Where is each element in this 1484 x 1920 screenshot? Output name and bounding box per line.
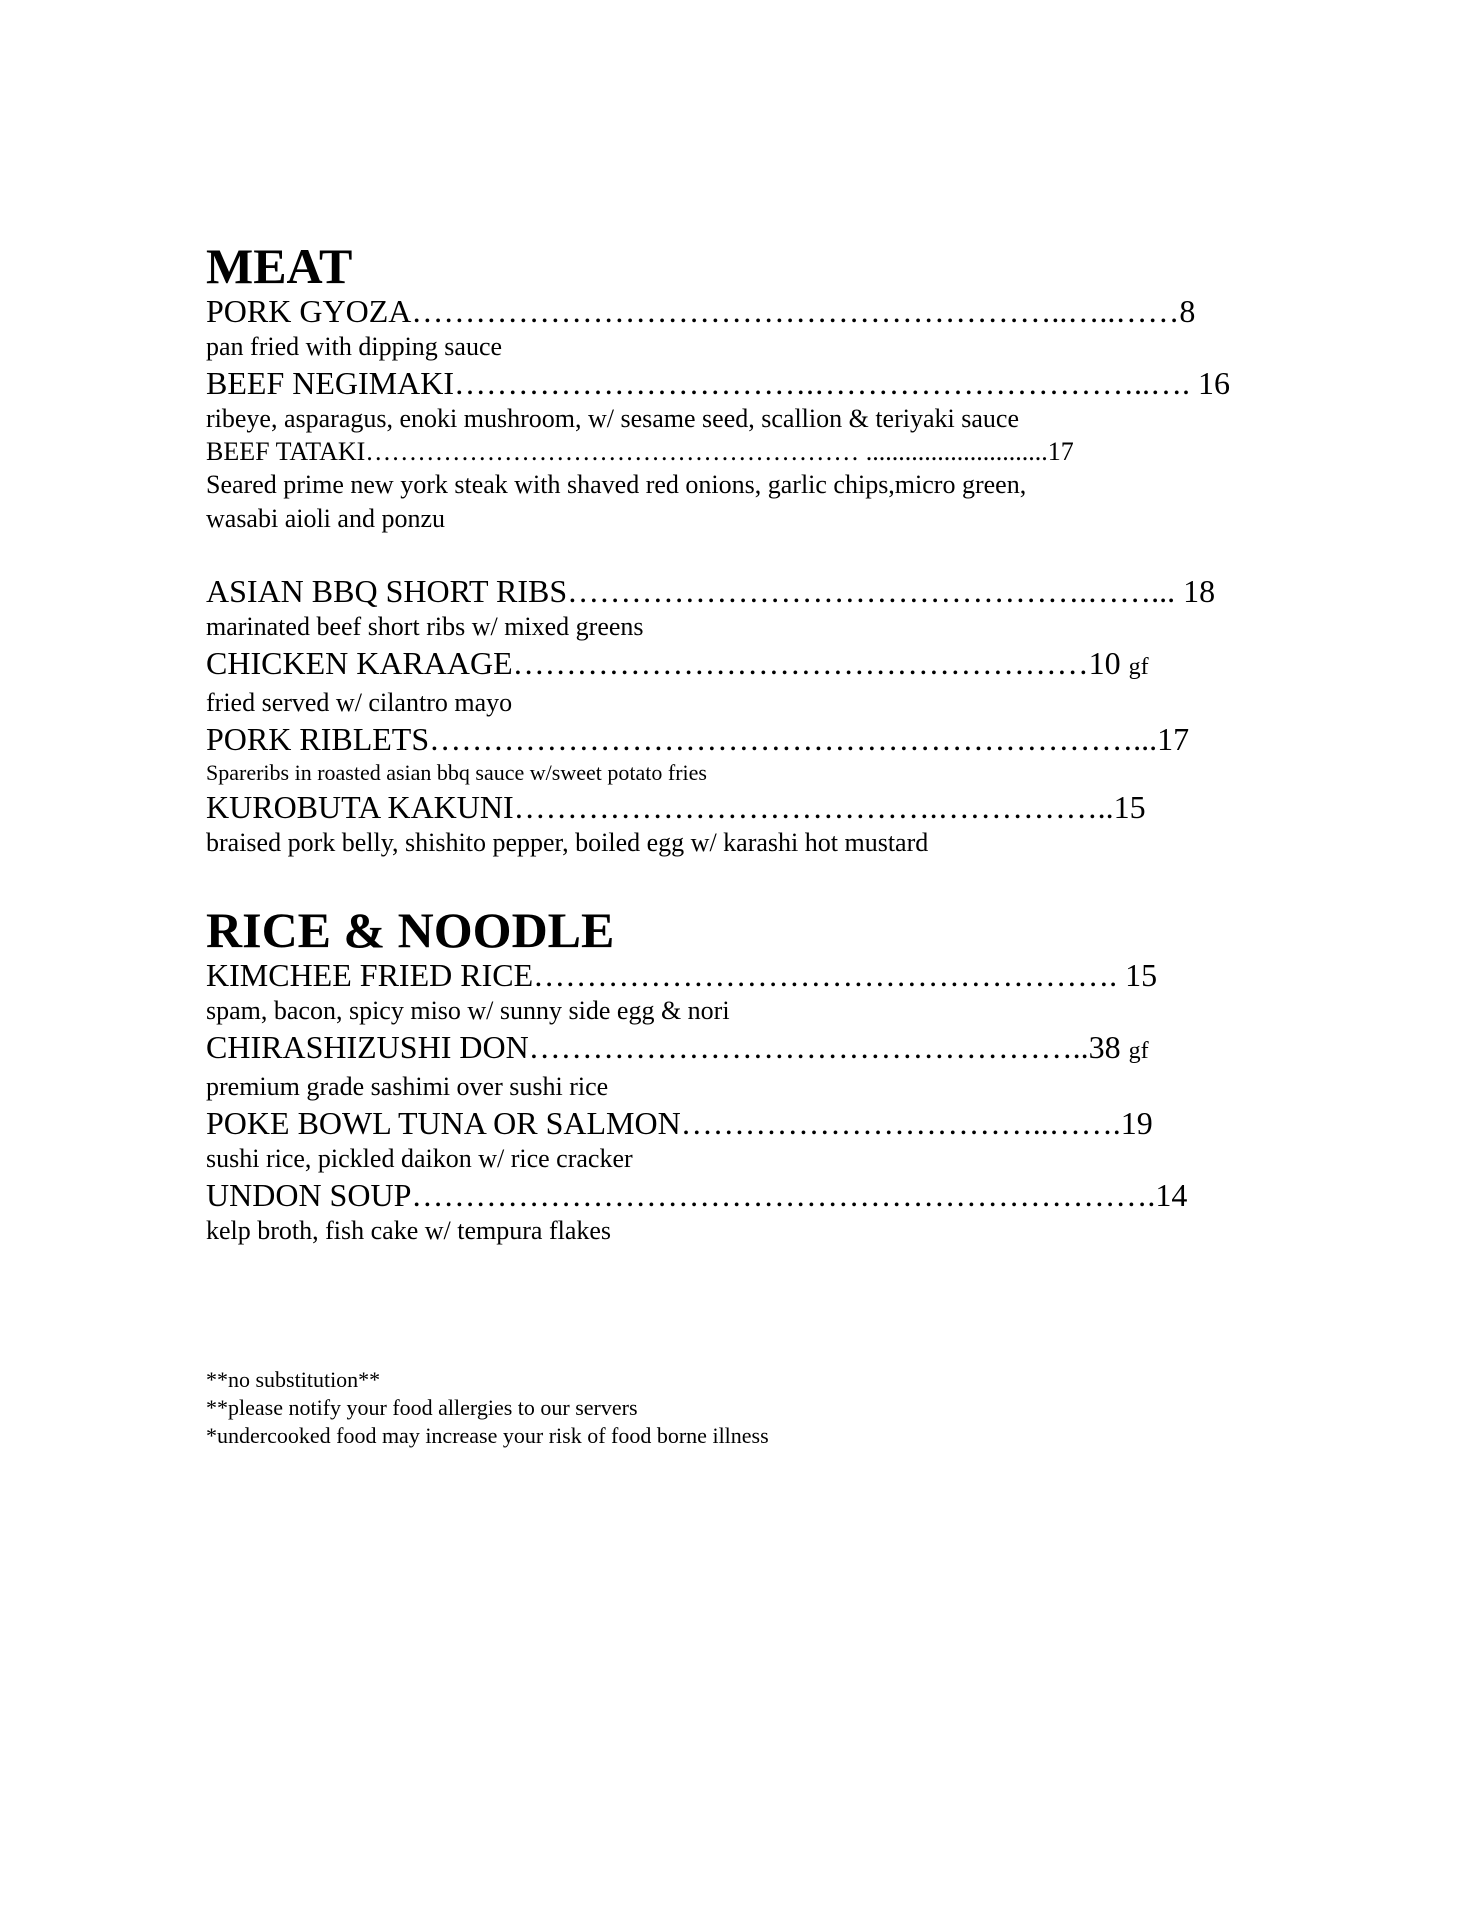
- item-description: marinated beef short ribs w/ mixed greens: [206, 612, 644, 641]
- menu-item-chicken-karaage: [206, 644, 1276, 720]
- spacer: [206, 536, 1276, 572]
- item-description: sushi rice, pickled daikon w/ rice cracker: [206, 1144, 633, 1173]
- section-heading-meat: MEAT: [206, 238, 353, 294]
- item-title-price-text: CHIRASHIZUSHI DON……………………………………………..38: [206, 1029, 1121, 1065]
- menu-item-chirashizushi-don: [206, 1028, 1276, 1104]
- item-title-price: KUROBUTA KAKUNI………………………………….……………..15: [206, 789, 1146, 825]
- item-title-price: [206, 1028, 1276, 1070]
- menu-item-pork-riblets: [206, 720, 1276, 788]
- menu-item-beef-tataki: [206, 436, 1276, 536]
- menu-item-poke-bowl: [206, 1104, 1276, 1176]
- menu-item-beef-negimaki: [206, 364, 1276, 436]
- menu-item-kurobuta-kakuni: [206, 788, 1276, 860]
- item-description-continued: wasabi aioli and ponzu: [206, 504, 445, 533]
- item-title-price: PORK RIBLETS…………………………………………………………...17: [206, 721, 1190, 757]
- menu-item-asian-bbq-short-ribs: [206, 572, 1276, 644]
- item-description: pan fried with dipping sauce: [206, 332, 503, 361]
- item-title-price: KIMCHEE FRIED RICE………………………………………………. 15: [206, 957, 1158, 993]
- menu-item-kimchee-fried-rice: [206, 956, 1276, 1028]
- menu-item-undon-soup: [206, 1176, 1276, 1248]
- item-description: braised pork belly, shishito pepper, boiled egg w/ karashi hot mustard: [206, 828, 929, 857]
- item-description: fried served w/ cilantro mayo: [206, 688, 513, 717]
- spacer: [206, 860, 1276, 904]
- item-description: kelp broth, fish cake w/ tempura flakes: [206, 1216, 612, 1245]
- footer-notes: [206, 1366, 769, 1450]
- section-heading-rice-noodle: RICE & NOODLE: [206, 902, 615, 958]
- item-description: spam, bacon, spicy miso w/ sunny side egg & nori: [206, 996, 730, 1025]
- item-title-price: BEEF NEGIMAKI…………………………….…………………………..…. 16: [206, 365, 1230, 401]
- gluten-free-marker: gf: [1128, 654, 1149, 680]
- note-undercooked: *undercooked food may increase your risk of food borne illness: [206, 1423, 769, 1448]
- item-title-price: ASIAN BBQ SHORT RIBS………………………………………….……... 18: [206, 573, 1216, 609]
- item-title-price: UNDON SOUP…………………………………………………………….14: [206, 1177, 1188, 1213]
- note-no-substitution: **no substitution**: [206, 1367, 381, 1392]
- gluten-free-marker: gf: [1128, 1038, 1149, 1064]
- note-allergies: **please notify your food allergies to our servers: [206, 1395, 638, 1420]
- menu-item-pork-gyoza: [206, 292, 1276, 364]
- item-description: Seared prime new york steak with shaved red onions, garlic chips,micro green,: [206, 470, 1027, 499]
- item-title-price: POKE BOWL TUNA OR SALMON……………………………..…….19: [206, 1105, 1153, 1141]
- item-description: premium grade sashimi over sushi rice: [206, 1072, 609, 1101]
- item-description: ribeye, asparagus, enoki mushroom, w/ sesame seed, scallion & teriyaki sauce: [206, 404, 1019, 433]
- item-description: Spareribs in roasted asian bbq sauce w/sweet potato fries: [206, 760, 707, 785]
- item-title-price: PORK GYOZA……………………………………………………..…..……8: [206, 293, 1196, 329]
- item-title-price: BEEF TATAKI………………………………………………… ............................17: [206, 437, 1074, 466]
- menu-page: [206, 240, 1276, 1248]
- item-title-price: [206, 644, 1276, 686]
- item-title-price-text: CHICKEN KARAAGE………………………………………………10: [206, 645, 1121, 681]
